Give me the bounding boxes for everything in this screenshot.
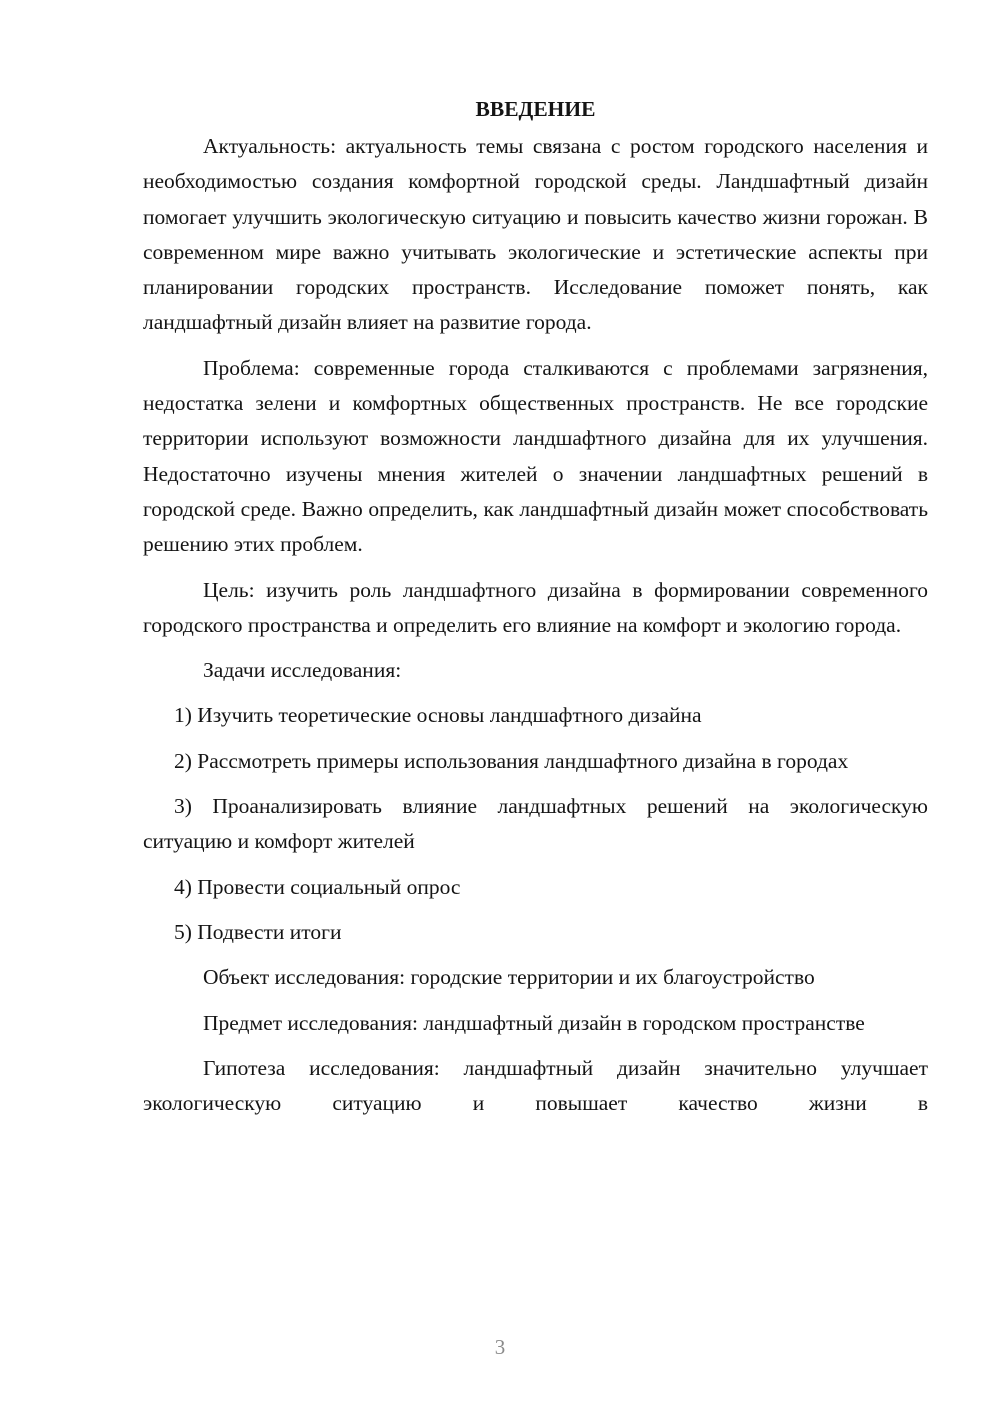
list-item-task-1: 1) Изучить теоретические основы ландшафтного дизайна: [174, 703, 702, 728]
page-title: ВВЕДЕНИЕ: [475, 97, 596, 121]
paragraph-problem: Проблема: современные города сталкиваются с проблемами загрязнения, недостатка зелени и комфортных общественных пространств. Не все городские территории используют возможности ландшафтного дизайна для их улучшения. Недостаточно изучены мнения жителей о значении ландшафтных решений в городской среде. Важно определить, как ландшафтный дизайн может способствовать решению этих проблем.: [143, 355, 928, 557]
document-page: [143, 92, 928, 1121]
paragraph-subject: Предмет исследования: ландшафтный дизайн в городском пространстве: [203, 1010, 865, 1035]
list-item-task-3: 3) Проанализировать влияние ландшафтных решений на экологическую ситуацию и комфорт жителей: [143, 794, 928, 854]
paragraph-goal: Цель: изучить роль ландшафтного дизайна в формировании современного городского пространства и определить его влияние на комфорт и экологию города.: [143, 577, 928, 637]
page-number: 3: [494, 1335, 506, 1359]
paragraph-hypothesis: Гипотеза исследования: ландшафтный дизайн значительно улучшает экологическую ситуацию и повышает качество жизни в: [143, 1055, 928, 1116]
paragraph-object: Объект исследования: городские территории и их благоустройство: [203, 965, 815, 990]
list-item-task-4: 4) Провести социальный опрос: [174, 874, 461, 899]
list-item-task-5: 5) Подвести итоги: [174, 919, 342, 944]
paragraph-relevance: Актуальность: актуальность темы связана с ростом городского населения и необходимостью создания комфортной городской среды. Ландшафтный дизайн помогает улучшить экологическую ситуацию и повысить качество жизни горожан. В современном мире важно учитывать экологические и эстетические аспекты при планировании городских пространств. Исследование поможет понять, как ландшафтный дизайн влияет на развитие города.: [143, 134, 928, 335]
tasks-heading: Задачи исследования:: [203, 658, 402, 683]
list-item-task-2: 2) Рассмотреть примеры использования ландшафтного дизайна в городах: [174, 748, 849, 773]
